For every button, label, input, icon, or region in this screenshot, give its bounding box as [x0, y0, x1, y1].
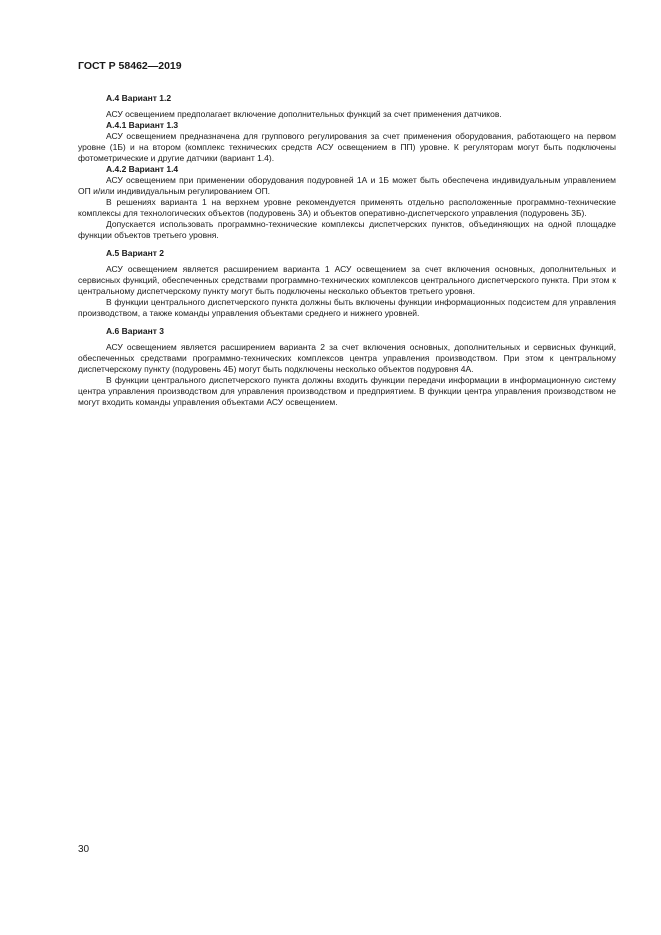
document-body	[78, 93, 616, 415]
paragraph: АСУ освещением предполагает включение дополнительных функций за счет применения датчиков.	[106, 109, 502, 119]
section-a6	[78, 326, 616, 408]
paragraph: В функции центрального диспетчерского пункта должны быть включены функции информационных подсистем для управления производством, а также команды управления объектами среднего и нижнего уровней.	[78, 297, 616, 318]
paragraph: В функции центрального диспетчерского пункта должны входить функции передачи информации в информационную систему центра управления производством для управления производством и предприятием. В функции центра управления производством не могут входить команды управления объектами АСУ освещением.	[78, 375, 616, 407]
document-header: ГОСТ Р 58462—2019	[78, 60, 182, 72]
page-number: 30	[78, 844, 90, 855]
paragraph: АСУ освещением при применении оборудования подуровней 1А и 1Б может быть обеспечена индивидуальным управлением ОП и/или индивидуальным регулированием ОП.	[78, 175, 616, 196]
section-heading: А.5 Вариант 2	[106, 248, 164, 258]
section-a5	[78, 248, 616, 319]
subsection-heading: А.4.2 Вариант 1.4	[106, 164, 179, 174]
section-heading: А.6 Вариант 3	[106, 326, 164, 336]
subsection-heading: А.4.1 Вариант 1.3	[106, 120, 179, 130]
paragraph: В решениях варианта 1 на верхнем уровне рекомендуется применять отдельно расположенные программно-технические комплексы для технологических объектов (подуровень 3А) и объектов оперативно-диспетчерского управления (подуровень 3Б).	[78, 197, 616, 218]
paragraph: Допускается использовать программно-технические комплексы диспетчерских пунктов, объединяющих на одной площадке функции объектов третьего уровня.	[78, 219, 616, 240]
paragraph: АСУ освещением предназначена для группового регулирования за счет применения оборудования, работающего на первом уровне (1Б) и на втором (комплекс технических средств АСУ освещением в ПП) уровне. К регуляторам могут быть подключены фотометрические и другие датчики (вариант 1.4).	[78, 131, 616, 163]
paragraph: АСУ освещением является расширением варианта 1 АСУ освещением за счет включения основных, дополнительных и сервисных функций, обеспеченных средствами программно-технических комплексов центрального диспетчерского пункта. При этом к центральному диспетчерскому пункту могут быть подключены несколько объектов третьего уровня.	[78, 264, 616, 296]
section-a4	[78, 93, 616, 241]
section-heading: А.4 Вариант 1.2	[106, 93, 172, 103]
paragraph: АСУ освещением является расширением варианта 2 за счет включения основных, дополнительных и сервисных функций, обеспеченных средствами программно-технических комплексов центра управления производством. При этом к центральному диспетчерскому пункту (подуровень 4Б) могут быть подключены несколько объектов подуровня 4А.	[78, 342, 616, 374]
